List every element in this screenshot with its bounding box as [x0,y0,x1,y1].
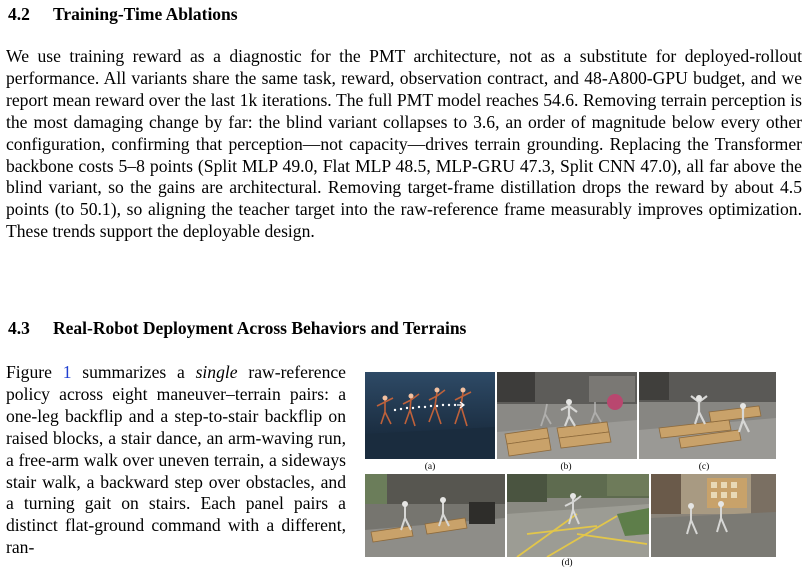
figure-panel-d-1 [365,474,505,557]
figure-panel-d-3 [651,474,776,557]
section-title: Real-Robot Deployment Across Behaviors and Terrains [53,318,467,338]
deployment-paragraph [6,362,346,559]
simulation-backflip-image [365,372,495,459]
section-heading-4-2 [8,4,238,24]
indoor-obstacle-image [365,474,505,557]
lab-stair-dance-image [639,372,776,459]
figure-panel-d-2 [507,474,649,557]
figure-caption-d: (d) [561,558,573,568]
figure-panel-a [365,372,495,459]
section-title: Training-Time Ablations [53,4,238,24]
section-heading-4-3 [8,318,466,338]
section-number: 4.2 [8,4,30,24]
outdoor-road-image [507,474,649,557]
emphasis-text: single [195,362,238,382]
figure-panel-c [639,372,776,459]
section-number: 4.3 [8,318,30,338]
text-run: raw-reference policy across eight maneuver–terrain pairs: a one-leg backflip and a step-to-stair backflip on raised blocks, a stair dance, an arm-waving run, a free-arm walk over uneven terrain, a sideways stair walk, a backward step over obstacles, and a turning gait on stairs. Each panel pairs a distinct flat-ground command with a different, ran- [6,362,346,558]
lab-stair-backflip-image [497,372,637,459]
figure-panel-b [497,372,637,459]
figure-caption-c: (c) [698,462,710,472]
outdoor-plaza-image [651,474,776,557]
ablation-text: We use training reward as a diagnostic for the PMT architecture, not as a substitute for deployed-rollout performance. All variants share the same task, reward, observation contract, and 48-A800-GPU budget, and we report mean reward over the last 1k iterations. The full PMT model reaches 54.6. Removing terrain perception is the most damaging change by far: the blind variant collapses to 3.6, an order of magnitude below every other configuration, confirming that perception—not capacity—drives terrain grounding. Replacing the Transformer backbone costs 5–8 points (Split MLP 49.0, Flat MLP 48.5, MLP-GRU 47.3, Split CNN 47.0), all far above the blind variant, so the gains are architectural. Removing target-frame distillation drops the reward by about 4.5 points (to 50.1), so aligning the teacher target into the raw-reference frame measurably improves optimization. These trends support the deployable design. [6,46,802,242]
figure-caption-b: (b) [560,462,572,472]
ablation-paragraph [6,46,802,243]
figure-caption-a: (a) [424,462,436,472]
text-run: Figure [6,362,63,382]
figure-reference-link[interactable]: 1 [62,362,72,382]
text-run: summarizes a [71,362,196,382]
